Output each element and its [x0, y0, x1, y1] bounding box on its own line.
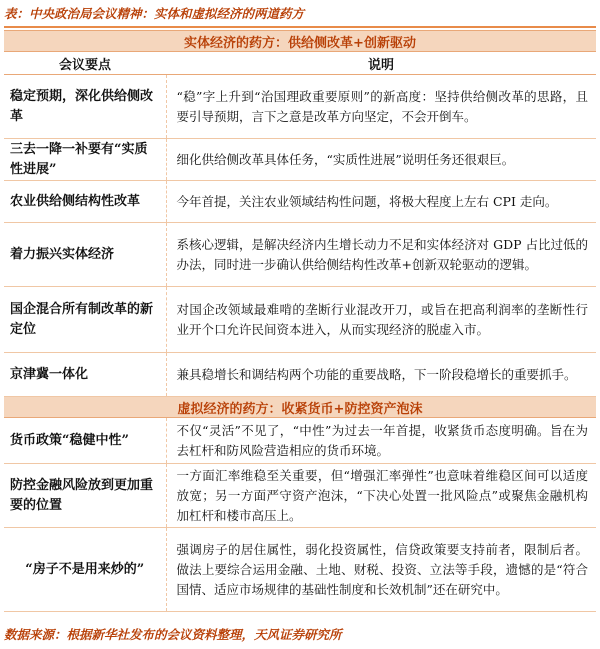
- row-key: 三去一降一补要有“实质性进展”: [4, 139, 166, 181]
- section-header-real-economy: [4, 31, 596, 52]
- section-title: 虚拟经济的药方：收紧货币+防控资产泡沫: [4, 397, 596, 418]
- table-row: [4, 287, 596, 353]
- row-desc: 对国企改领域最难啃的垄断行业混改开刀，或旨在把高利润率的垄断性行业开个口允许民间资本进入，从而实现经济的脱虚入市。: [166, 287, 596, 353]
- table-caption: 表：中央政治局会议精神：实体和虚拟经济的两道药方: [4, 6, 305, 21]
- table-row: [4, 75, 596, 139]
- row-desc: 细化供给侧改革具体任务，“实质性进展”说明任务还很艰巨。: [166, 139, 596, 181]
- caption-divider: [4, 26, 596, 28]
- column-header-key-points: 会议要点: [4, 52, 166, 75]
- row-key: “房子不是用来炒的”: [4, 528, 166, 612]
- table-row: [4, 181, 596, 223]
- table-row: [4, 418, 596, 464]
- row-key: 国企混合所有制改革的新定位: [4, 287, 166, 353]
- table-row: [4, 528, 596, 612]
- row-key: 着力振兴实体经济: [4, 223, 166, 287]
- column-header-row: [4, 52, 596, 75]
- row-desc: 一方面汇率维稳至关重要，但“增强汇率弹性”也意味着维稳区间可以适度放宽；另一方面严守资产泡沫，“下决心处置一批风险点”或聚焦金融机构加杠杆和楼市高压上。: [166, 464, 596, 528]
- row-desc: 今年首提，关注农业领域结构性问题，将极大程度上左右 CPI 走向。: [166, 181, 596, 223]
- row-key: 稳定预期，深化供给侧改革: [4, 75, 166, 139]
- row-key: 农业供给侧结构性改革: [4, 181, 166, 223]
- table-row: [4, 223, 596, 287]
- row-key: 货币政策“稳健中性”: [4, 418, 166, 464]
- row-key: 京津冀一体化: [4, 353, 166, 397]
- table-row: [4, 353, 596, 397]
- data-source-note: 数据来源：根据新华社发布的会议资料整理，天风证券研究所: [4, 627, 342, 642]
- row-desc: 兼具稳增长和调结构两个功能的重要战略，下一阶段稳增长的重要抓手。: [166, 353, 596, 397]
- row-desc: 强调房子的居住属性，弱化投资属性，信贷政策要支持前者，限制后者。做法上要综合运用金融、土地、财税、投资、立法等手段，遗憾的是“符合国情、适应市场规律的基础性制度和长效机制”还在研究中。: [166, 528, 596, 612]
- column-header-explanation: 说明: [166, 52, 596, 75]
- table-row: [4, 464, 596, 528]
- policy-table: [4, 30, 596, 612]
- row-key: 防控金融风险放到更加重要的位置: [4, 464, 166, 528]
- row-desc: 系核心逻辑，是解决经济内生增长动力不足和实体经济对 GDP 占比过低的办法，同时进一步确认供给侧结构性改革+创新双轮驱动的逻辑。: [166, 223, 596, 287]
- section-header-virtual-economy: [4, 397, 596, 418]
- row-desc: “稳”字上升到“治国理政重要原则”的新高度：坚持供给侧改革的思路，且要引导预期，言下之意是改革方向坚定，不会开倒车。: [166, 75, 596, 139]
- section-title: 实体经济的药方：供给侧改革+创新驱动: [4, 31, 596, 52]
- table-row: [4, 139, 596, 181]
- row-desc: 不仅“灵活”不见了，“中性”为过去一年首提，收紧货币态度明确。旨在为去杠杆和防风险营造相应的货币环境。: [166, 418, 596, 464]
